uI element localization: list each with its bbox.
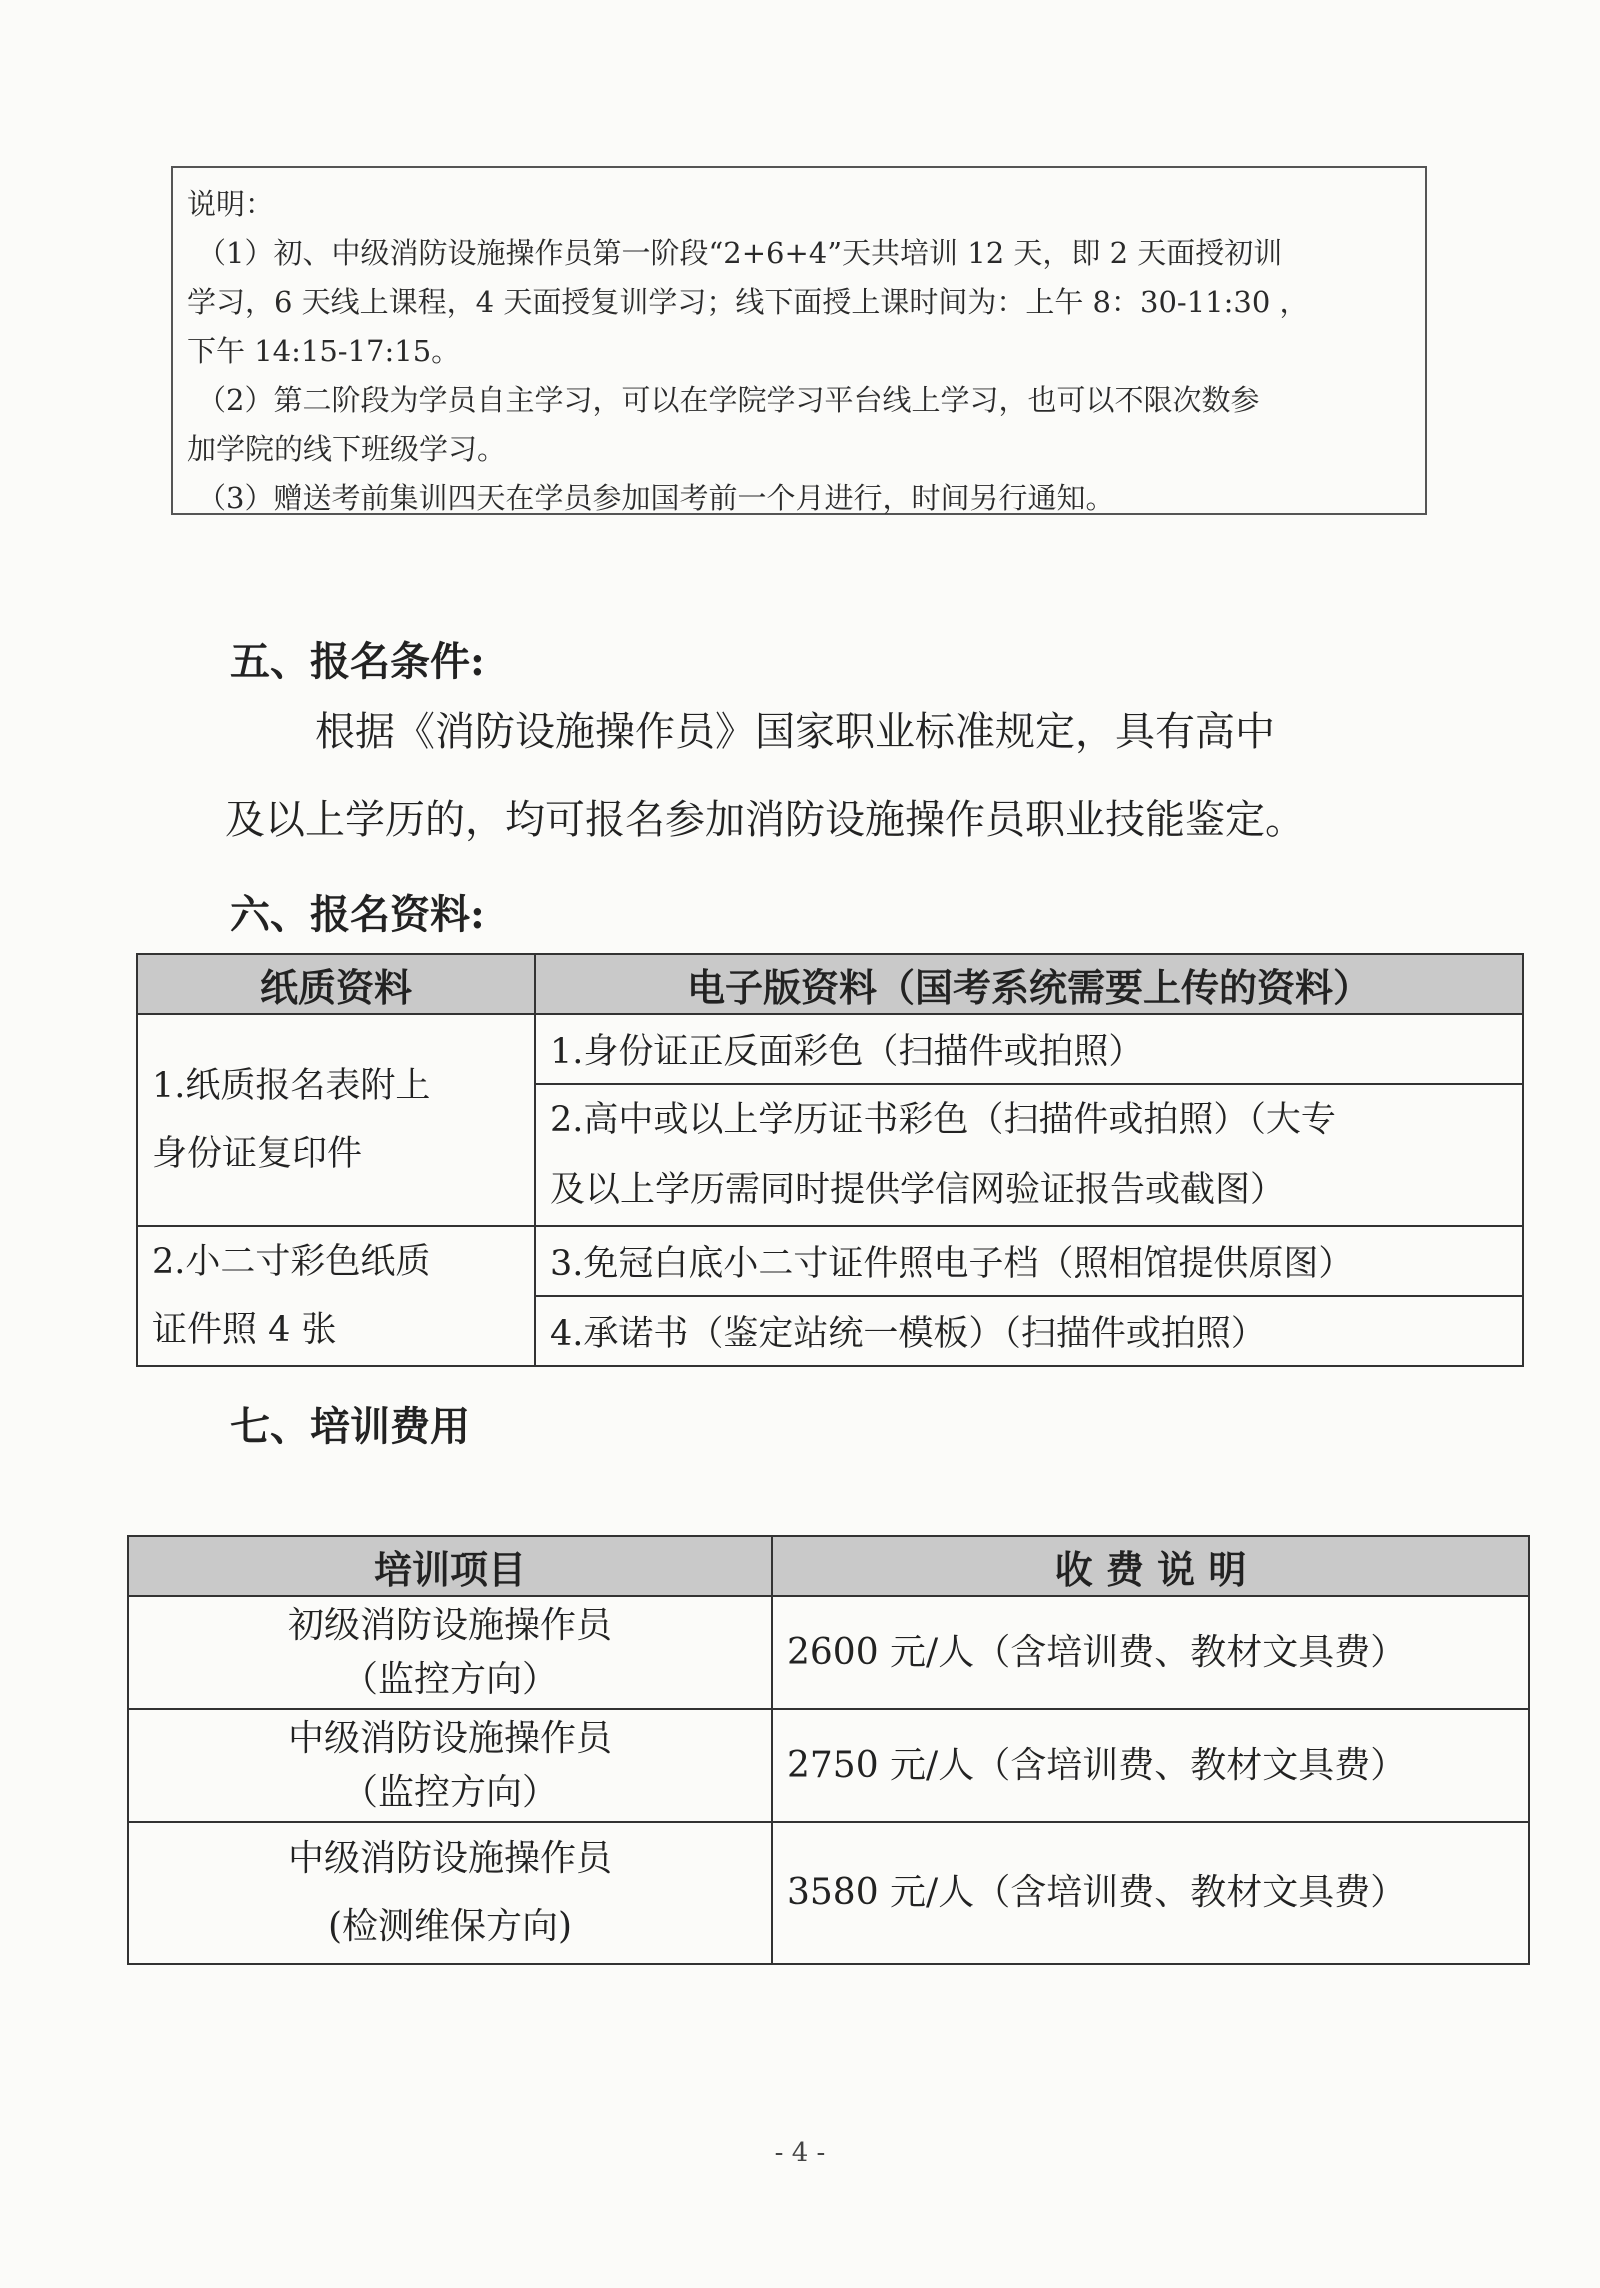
- project-name: 初级消防设施操作员: [287, 1604, 612, 1646]
- project-name: 中级消防设施操作员: [287, 1838, 612, 1879]
- materials-table: [136, 953, 1524, 1367]
- paper-item-2-line-1: 2.小二寸彩色纸质: [152, 1242, 431, 1282]
- project-cell: [128, 1596, 772, 1709]
- project-cell: [128, 1709, 772, 1822]
- section-5-line-1: 根据《消防设施操作员》国家职业标准规定，具有高中: [315, 709, 1275, 755]
- electronic-item-1: 1.身份证正反面彩色（扫描件或拍照）: [535, 1014, 1523, 1084]
- header-project: 培训项目: [128, 1536, 772, 1596]
- fee-cell: 2600 元/人（含培训费、教材文具费）: [772, 1596, 1529, 1709]
- project-direction: (检测维保方向): [327, 1906, 573, 1947]
- note-line: （3）赠送考前集训四天在学员参加国考前一个月进行，时间另行通知。: [197, 481, 1115, 515]
- electronic-item-4: 4.承诺书（鉴定站统一模板）（扫描件或拍照）: [535, 1296, 1523, 1366]
- table-row: [128, 1822, 1529, 1964]
- note-line: （1）初、中级消防设施操作员第一阶段“2+6+4”天共培训 12 天，即 2 天面授初训: [197, 236, 1283, 270]
- project-direction: （监控方向）: [341, 1658, 558, 1700]
- paper-item-1: [137, 1014, 535, 1226]
- section-5-paragraph: [225, 688, 1405, 864]
- note-title: 说明：: [187, 187, 275, 221]
- header-fee: 收 费 说 明: [772, 1536, 1529, 1596]
- fee-cell: 3580 元/人（含培训费、教材文具费）: [772, 1822, 1529, 1964]
- note-line: 下午 14:15-17:15。: [187, 334, 461, 368]
- fees-table: [127, 1535, 1530, 1965]
- electronic-item-2-line-2: 及以上学历需同时提供学信网验证报告或截图）: [550, 1170, 1286, 1210]
- electronic-item-2: [535, 1084, 1523, 1226]
- paper-item-1-line-1: 1.纸质报名表附上: [152, 1066, 431, 1106]
- page-number: - 4 -: [774, 2138, 826, 2168]
- header-electronic: 电子版资料（国考系统需要上传的资料）: [535, 954, 1523, 1014]
- table-header-row: [137, 954, 1523, 1014]
- section-7-heading: 七、培训费用: [230, 1403, 470, 1450]
- table-header-row: [128, 1536, 1529, 1596]
- note-line: （2）第二阶段为学员自主学习，可以在学院学习平台线上学习，也可以不限次数参: [197, 383, 1260, 417]
- note-line: 加学院的线下班级学习。: [187, 432, 507, 466]
- project-direction: （监控方向）: [341, 1771, 558, 1813]
- table-row: [137, 1014, 1523, 1084]
- section-5-heading: 五、报名条件:: [230, 638, 485, 685]
- table-row: [137, 1226, 1523, 1296]
- section-5-line-2: 及以上学历的，均可报名参加消防设施操作员职业技能鉴定。: [225, 797, 1305, 843]
- project-cell: [128, 1822, 772, 1964]
- paper-item-1-line-2: 身份证复印件: [152, 1134, 363, 1174]
- electronic-item-3: 3.免冠白底小二寸证件照电子档（照相馆提供原图）: [535, 1226, 1523, 1296]
- table-row: [128, 1596, 1529, 1709]
- paper-item-2-line-2: 证件照 4 张: [152, 1310, 337, 1350]
- header-paper: 纸质资料: [137, 954, 535, 1014]
- note-line: 学习，6 天线上课程，4 天面授复训学习；线下面授上课时间为：上午 8：30-11:30 ，: [187, 285, 1309, 319]
- note-box: [171, 166, 1427, 515]
- electronic-item-2-line-1: 2.高中或以上学历证书彩色（扫描件或拍照）（大专: [550, 1100, 1336, 1140]
- fee-cell: 2750 元/人（含培训费、教材文具费）: [772, 1709, 1529, 1822]
- section-6-heading: 六、报名资料:: [230, 891, 485, 938]
- paper-item-2: [137, 1226, 535, 1366]
- project-name: 中级消防设施操作员: [287, 1717, 612, 1759]
- table-row: [128, 1709, 1529, 1822]
